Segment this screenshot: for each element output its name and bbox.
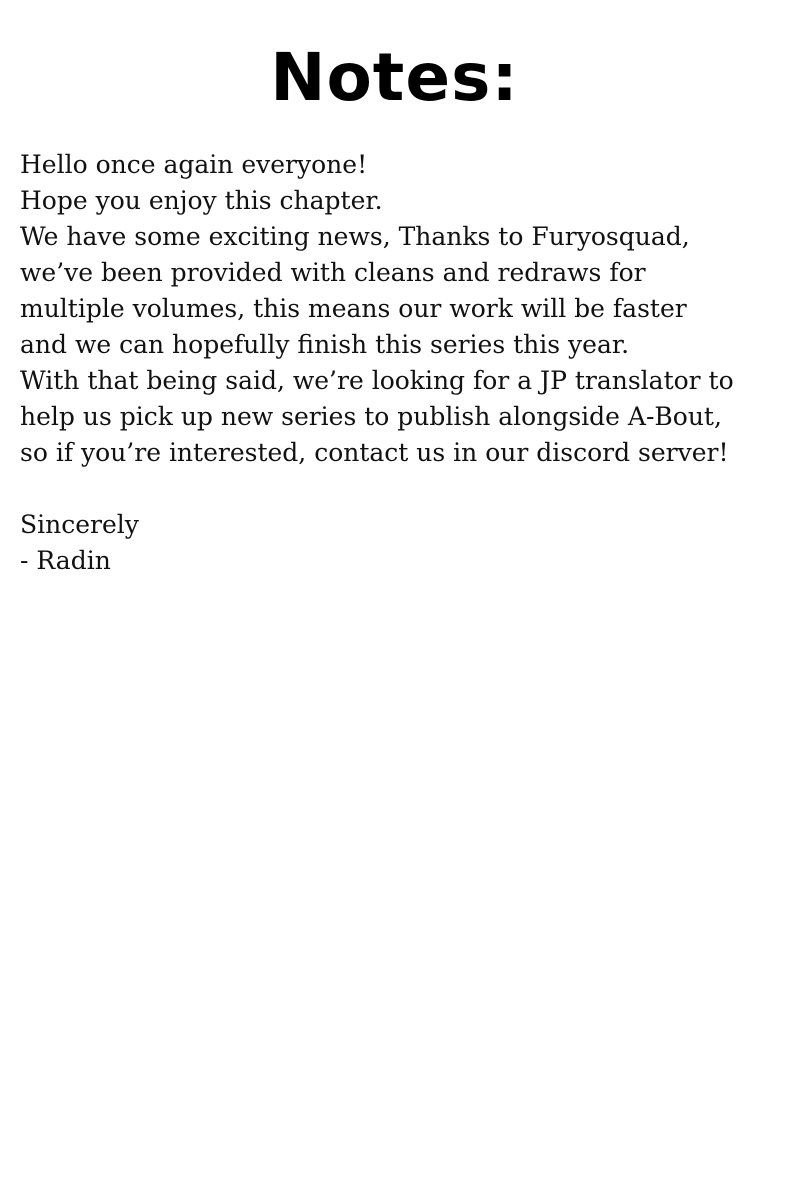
text-line: multiple volumes, this means our work will be faster xyxy=(20,294,687,323)
text-line: Hello once again everyone! xyxy=(20,150,368,179)
signature-text: - Radin xyxy=(20,546,111,575)
text-line: With that being said, we’re looking for a JP translator to xyxy=(20,366,734,395)
page-title: Notes: xyxy=(270,39,519,116)
text-line: help us pick up new series to publish alongside A-Bout, xyxy=(20,402,722,431)
text-line: we’ve been provided with cleans and redraws for xyxy=(20,258,646,287)
text-line: and we can hopefully finish this series this year. xyxy=(20,330,630,359)
text-line: We have some exciting news, Thanks to Furyosquad, xyxy=(20,222,690,251)
text-line: so if you’re interested, contact us in our discord server! xyxy=(20,438,729,467)
closing-text: Sincerely xyxy=(20,510,139,539)
notes-body xyxy=(20,147,795,579)
paragraph-spacer xyxy=(20,471,795,507)
text-line: Hope you enjoy this chapter. xyxy=(20,186,383,215)
